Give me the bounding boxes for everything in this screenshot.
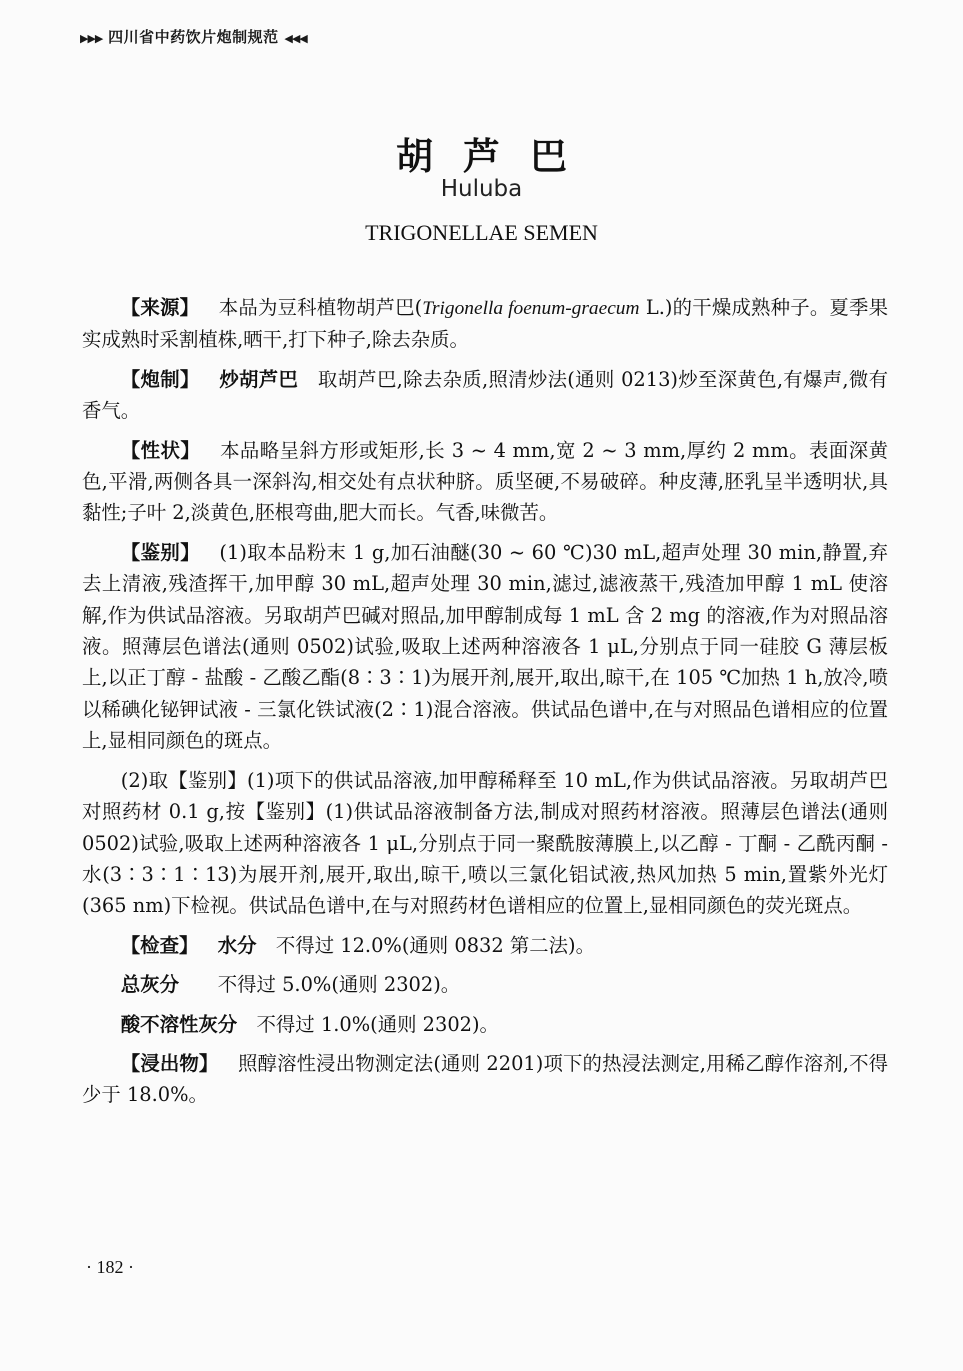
extract-text: 照醇溶性浸出物测定法(通则 2201)项下的热浸法测定,用稀乙醇作溶剂,不得少于 18.0%。: [82, 1051, 889, 1107]
section-extract: [82, 1048, 888, 1111]
monograph-body: [82, 292, 888, 1119]
processing-label: 【炮制】: [120, 367, 200, 391]
section-characters: [82, 435, 888, 529]
section-tests-water: [82, 930, 888, 961]
processing-sub-label: 炒胡芦巴: [219, 367, 299, 391]
arrow-left-icons: ◀◀◀: [284, 32, 307, 45]
source-label: 【来源】: [120, 296, 200, 319]
monograph-pinyin: Huluba: [440, 176, 523, 202]
section-processing: [82, 364, 888, 427]
characters-text: 本品略呈斜方形或矩形,长 3 ~ 4 mm,宽 2 ~ 3 mm,厚约 2 mm。表面深黄色,平滑,两侧各具一深斜沟,相交处有点状种脐。质坚硬,不易破碎。种皮薄,胚乳呈半透明状,具黏性;子叶 2,淡黄色,胚根弯曲,肥大而长。气香,味微苦。: [82, 438, 888, 525]
running-header: [80, 26, 307, 47]
ash-label: 总灰分: [120, 973, 179, 997]
characters-label: 【性状】: [120, 438, 201, 462]
tests-label: 【检查】: [120, 933, 199, 957]
monograph-title: 胡芦巴: [396, 135, 597, 178]
identification-label: 【鉴别】: [120, 540, 201, 564]
water-text: 不得过 12.0%(通则 0832 第二法)。: [275, 933, 596, 957]
source-text-b: L.)的干燥成熟种子。夏季果实成熟时采割植株,晒干,打下种子,除去杂质。: [82, 296, 888, 352]
acid-ash-label: 酸不溶性灰分: [120, 1012, 238, 1036]
identification-text-2: (2)取【鉴别】(1)项下的供试品溶液,加甲醇稀释至 10 mL,作为供试品溶液。另取胡芦巴对照药材 0.1 g,按【鉴别】(1)供试品溶液制备方法,制成对照药材溶液。照薄层色谱法(通则 0502)试验,吸取上述两种溶液各 1 μL,分别点于同一聚酰胺薄膜上,以乙醇 - 丁酮 - 乙酰丙酮 - 水(3∶3∶1∶13)为展开剂,展开,取出,晾干,喷以三氯化铝试液,热风加热 5 min,置紫外光灯(365 nm)下检视。供试品色谱中,在与对照药材色谱相应的位置上,显相同颜色的荧光斑点。: [82, 768, 888, 918]
processing-text: 取胡芦巴,除去杂质,照清炒法(通则 0213)炒至深黄色,有爆声,微有香气。: [82, 367, 889, 423]
acid-ash-text: 不得过 1.0%(通则 2302)。: [256, 1012, 499, 1036]
section-tests-ash: [82, 969, 888, 1000]
extract-label: 【浸出物】: [120, 1051, 219, 1075]
section-tests-acid-ash: [82, 1009, 888, 1040]
identification-text-1: (1)取本品粉末 1 g,加石油醚(30 ~ 60 ℃)30 mL,超声处理 30 min,静置,弃去上清液,残渣挥干,加甲醇 30 mL,超声处理 30 min,滤过,滤液蒸干,残渣加甲醇 1 mL 使溶解,作为供试品溶液。另取胡芦巴碱对照品,加甲醇制成每 1 mL 含 2 mg 的溶液,作为对照品溶液。照薄层色谱法(通则 0502)试验,吸取上述两种溶液各 1 μL,分别点于同一硅胶 G 薄层板上,以正丁醇 - 盐酸 - 乙酸乙酯(8∶3∶1)为展开剂,展开,取出,晾干,在 105 ℃加热 1 h,放冷,喷以稀碘化铋钾试液 - 三氯化铁试液(2∶1)混合溶液。供试品色谱中,在与对照品色谱相应的位置上,显相同颜色的斑点。: [82, 540, 888, 753]
section-identification-1: [82, 537, 888, 757]
page-number: · 182 ·: [86, 1257, 134, 1277]
arrow-right-icons: ▶▶▶: [80, 32, 103, 45]
source-latin: Trigonella foenum-graecum: [422, 298, 640, 319]
ash-text: 不得过 5.0%(通则 2302)。: [217, 973, 461, 997]
water-label: 水分: [217, 933, 257, 957]
section-source: [82, 292, 888, 356]
section-identification-2: [82, 765, 888, 922]
book-title: 四川省中药饮片炮制规范: [108, 28, 279, 46]
source-text-a: 本品为豆科植物胡芦巴(: [218, 296, 423, 319]
monograph-latin-name: TRIGONELLAE SEMEN: [365, 220, 598, 245]
